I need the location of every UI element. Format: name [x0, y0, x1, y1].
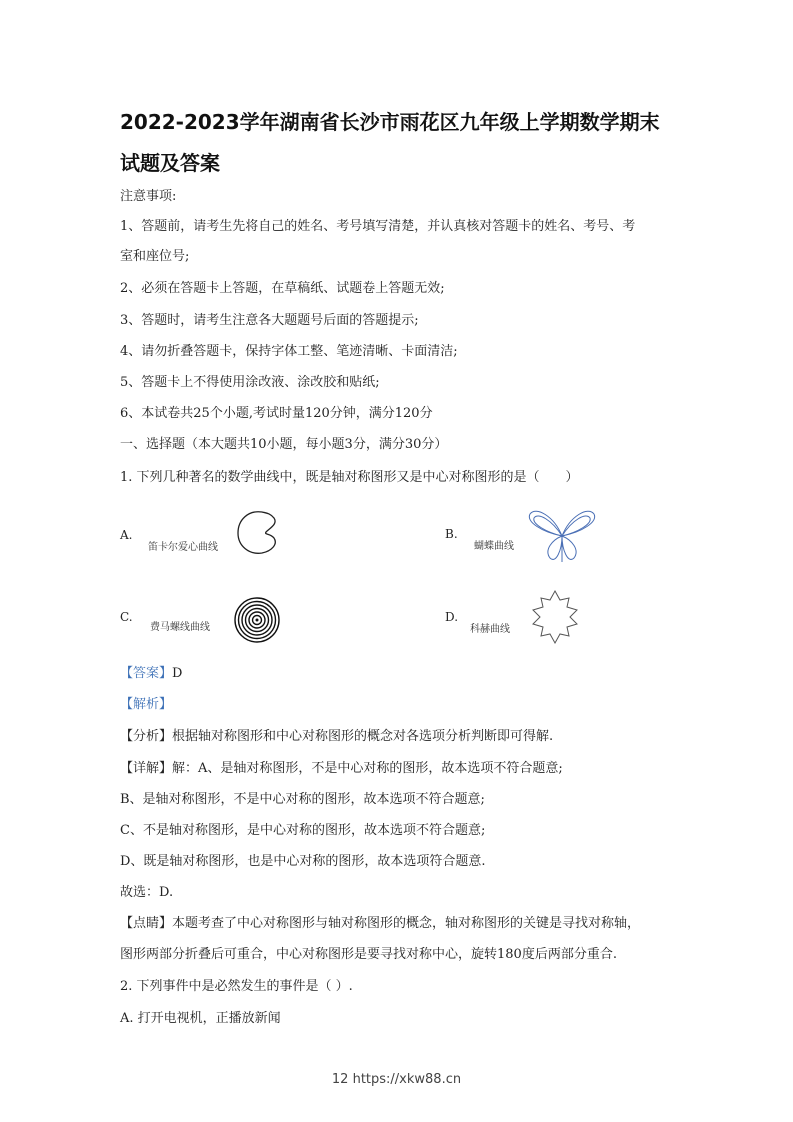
analysis-tag: 【解析】 — [120, 697, 173, 712]
explain-b: B、是轴对称图形，不是中心对称的图形，故本选项不符合题意; — [120, 792, 485, 807]
koch-snowflake-icon — [525, 588, 585, 646]
dianjing-text1: 本题考查了中心对称图形与轴对称图形的概念，轴对称图形的关键是寻找对称轴， — [172, 916, 641, 931]
note-3: 3、答题时，请考生注意各大题题号后面的答题提示; — [120, 313, 419, 328]
dianjing-tag: 【点睛】 — [120, 916, 173, 931]
note-1b: 室和座位号; — [120, 249, 190, 264]
question-2-option-a: A. 打开电视机，正播放新闻 — [120, 1011, 281, 1026]
note-5: 5、答题卡上不得使用涂改液、涂改胶和贴纸; — [120, 375, 380, 390]
note-1a: 1、答题前，请考生先将自己的姓名、考号填写清楚，并认真核对答题卡的姓名、考号、考 — [120, 219, 636, 234]
note-6: 6、本试卷共25个小题,考试时量120分钟，满分120分 — [120, 406, 433, 421]
option-c-label: C. — [120, 610, 133, 624]
answer-tag: 【答案】 — [120, 666, 173, 681]
fenxi-text: 根据轴对称图形和中心对称图形的概念对各选项分析判断即可得解. — [172, 729, 554, 744]
option-d-caption: 科赫曲线 — [470, 624, 510, 635]
fenxi-tag: 【分析】 — [120, 729, 173, 744]
question-1-stem: 1. 下列几种著名的数学曲线中，既是轴对称图形又是中心对称图形的是（ ） — [120, 470, 579, 485]
option-b-caption: 蝴蝶曲线 — [474, 541, 514, 552]
option-c-caption: 费马螺线曲线 — [150, 622, 210, 633]
butterfly-curve-icon — [526, 506, 598, 566]
choose-line: 故选：D. — [120, 885, 174, 900]
question-2-stem: 2. 下列事件中是必然发生的事件是（ ）. — [120, 979, 353, 994]
option-a-label: A. — [120, 528, 133, 542]
option-d-label: D. — [445, 610, 459, 624]
xiangjie-text: 解：A、是轴对称图形，不是中心对称的图形，故本选项不符合题意; — [172, 761, 563, 776]
answer-value: D — [172, 666, 183, 681]
xiangjie-line — [120, 760, 695, 778]
fermat-spiral-icon — [232, 595, 282, 645]
document-title-line2: 试题及答案 — [120, 151, 220, 175]
section-1-heading: 一、选择题（本大题共10小题，每小题3分，满分30分） — [120, 437, 448, 452]
explain-d: D、既是轴对称图形，也是中心对称的图形，故本选项符合题意. — [120, 854, 486, 869]
dianjing-line1 — [120, 915, 695, 933]
explain-c: C、不是轴对称图形，是中心对称的图形，故本选项不符合题意; — [120, 823, 486, 838]
option-b-label: B. — [445, 527, 458, 541]
option-a-caption: 笛卡尔爱心曲线 — [148, 542, 218, 553]
xiangjie-tag: 【详解】 — [120, 761, 173, 776]
dianjing-line2: 图形两部分折叠后可重合，中心对称图形是要寻找对称中心，旋转180度后两部分重合. — [120, 947, 617, 962]
cardioid-curve-icon — [234, 508, 282, 558]
notes-heading: 注意事项: — [120, 189, 177, 204]
fenxi-line — [120, 728, 695, 746]
note-2: 2、必须在答题卡上答题，在草稿纸、试题卷上答题无效; — [120, 281, 445, 296]
document-title-line1: 2022-2023学年湖南省长沙市雨花区九年级上学期数学期末 — [120, 110, 660, 134]
answer-line — [120, 665, 695, 683]
note-4: 4、请勿折叠答题卡，保持字体工整、笔迹清晰、卡面清洁; — [120, 344, 458, 359]
page-footer: 12 https://xkw88.cn — [331, 1072, 462, 1087]
